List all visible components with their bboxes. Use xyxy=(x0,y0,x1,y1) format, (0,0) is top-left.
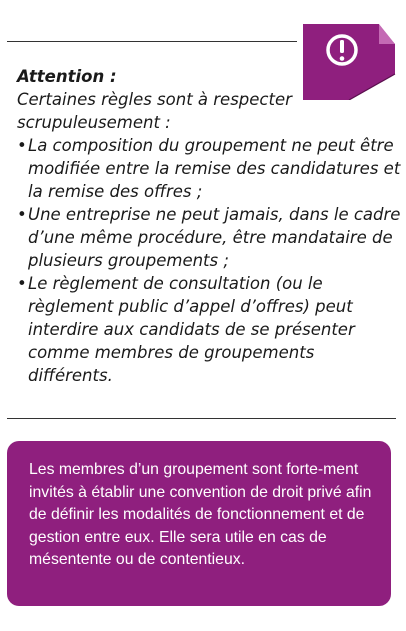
attention-block xyxy=(17,65,403,387)
attention-title: Attention : xyxy=(17,67,117,86)
info-box xyxy=(7,441,391,606)
attention-intro: Certaines règles sont à respecter scrupuleusement : xyxy=(17,90,292,132)
top-divider xyxy=(7,41,297,42)
bottom-divider xyxy=(7,418,396,419)
rules-list xyxy=(17,134,403,387)
rule-item: • La composition du groupement ne peut être modifiée entre la remise des candidatures et la remise des offres ; xyxy=(17,134,403,203)
rule-item: • Le règlement de consultation (ou le règlement public d’appel d’offres) peut interdire aux candidats de se présenter comme membres de groupements différents. xyxy=(17,272,403,387)
rule-item: • Une entreprise ne peut jamais, dans le cadre d’une même procédure, être mandataire de plusieurs groupements ; xyxy=(17,203,403,272)
info-box-text: Les membres d’un groupement sont forte-ment invités à établir une convention de droit privé afin de définir les modalités de fonctionnement et de gestion entre eux. Elle sera utile en cas de mésentente ou de contentieux. xyxy=(29,461,372,568)
